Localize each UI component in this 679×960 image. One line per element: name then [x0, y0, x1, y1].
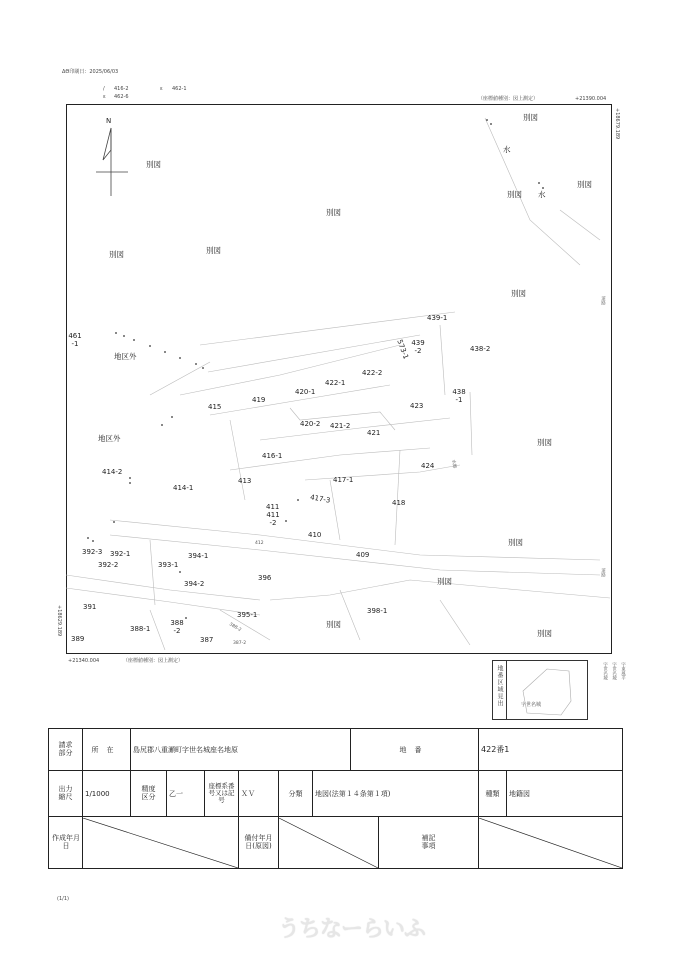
- created-value: [83, 817, 239, 869]
- parcel-number: 420-2: [300, 420, 321, 428]
- parcel-number: 573-1: [395, 338, 410, 361]
- betsuzu-label: 別図: [537, 438, 552, 447]
- parcel-number: 413: [238, 477, 252, 485]
- location-label: 所在: [83, 729, 131, 771]
- betsuzu-label: 別図: [109, 250, 124, 259]
- location-value: 島尻郡八重瀬町字世名城座名地原: [131, 729, 351, 771]
- parcel-number: 461 -1: [68, 332, 82, 348]
- chikugai-label: 地区外: [98, 434, 121, 443]
- area-index-sketch: [507, 661, 587, 719]
- remarks-value: [479, 817, 623, 869]
- area-index-box: [492, 660, 588, 720]
- date-value: [279, 817, 379, 869]
- parcel-number: 391: [83, 603, 97, 611]
- area-index-name: 字世名城: [521, 702, 542, 708]
- bottom-left-coord: +21340.004: [68, 658, 100, 664]
- accuracy-label: 精度区分: [131, 771, 167, 817]
- top-note: （座標値種別：図上測定）: [478, 96, 539, 102]
- legend-symbol: ε: [103, 94, 106, 100]
- parcel-number: 418: [392, 499, 406, 507]
- betsuzu-label: 別図: [523, 113, 538, 122]
- parcel-number: 393-1: [158, 561, 179, 569]
- chikugai-label: 地区外: [114, 352, 137, 361]
- chiban-label: 地番: [351, 729, 479, 771]
- left-coord: +18629.189: [56, 605, 62, 637]
- doro-label: 道路: [600, 568, 606, 577]
- betsuzu-label: 別図: [206, 246, 221, 255]
- betsuzu-label: 別図: [326, 208, 341, 217]
- parcel-number: 420-1: [295, 388, 316, 396]
- betsuzu-label: 別図: [326, 620, 341, 629]
- doro-label: 道路: [600, 296, 606, 305]
- bottom-note: （座標値種別：図上測定）: [123, 658, 184, 664]
- parcel-number: 394-1: [188, 552, 209, 560]
- parcel-number: 389: [71, 635, 85, 643]
- parcel-number: 417-3: [309, 493, 331, 505]
- betsuzu-label: 別図: [146, 160, 161, 169]
- parcel-number: 411: [266, 503, 280, 511]
- parcel-number: 388 -2: [170, 619, 184, 635]
- parcel-number: 419: [252, 396, 266, 404]
- area-side-line: 字東風平: [620, 662, 626, 680]
- parcel-number: 410: [308, 531, 322, 539]
- coord-label: 座標系番号又は記号: [205, 771, 239, 817]
- area-side-line: 字世名城: [611, 662, 617, 680]
- type-value: 地籍図: [507, 771, 623, 817]
- coord-value: ＸＶ: [239, 771, 279, 817]
- parcel-number: 396: [258, 574, 272, 582]
- parcel-number: 395-1: [237, 611, 258, 619]
- requester-label: 請求部分: [49, 729, 83, 771]
- north-label: N: [106, 117, 112, 125]
- parcel-number: 422-2: [362, 369, 383, 377]
- type-label: 種類: [479, 771, 507, 817]
- parcel-number: 388-2: [228, 622, 242, 634]
- print-date: ΔΘ印刷日：2025/06/03: [62, 69, 119, 75]
- parcel-number: 422-1: [325, 379, 346, 387]
- parcel-number: 438 -1: [452, 388, 466, 404]
- remarks-label: 補記事項: [379, 817, 479, 869]
- parcel-number: 423: [410, 402, 424, 410]
- legend-symbol: /: [103, 86, 105, 92]
- mizu-label: 水: [503, 145, 511, 154]
- category-value: 地図(法第１４条第１項): [313, 771, 479, 817]
- parcel-number: 398-1: [367, 607, 388, 615]
- legend-symbol: ε: [160, 86, 163, 92]
- betsuzu-label: 別図: [511, 289, 526, 298]
- created-label: 作成年月日: [49, 817, 83, 869]
- parcel-number: 414-1: [173, 484, 194, 492]
- parcel-number: 392-2: [98, 561, 119, 569]
- parcel-number: 421: [367, 429, 381, 437]
- parcel-number: 388-1: [130, 625, 151, 633]
- parcel-number: 392-1: [110, 550, 131, 558]
- parcel-number: 387: [200, 636, 214, 644]
- page-number: (1/1): [57, 896, 69, 902]
- parcel-number: 411 -2: [266, 511, 280, 527]
- legend-code: 462-1: [172, 86, 187, 92]
- betsuzu-label: 別図: [508, 538, 523, 547]
- accuracy-value: 乙一: [167, 771, 205, 817]
- parcel-number: 439 -2: [411, 339, 425, 355]
- parcel-number: 387-2: [233, 641, 247, 646]
- parcel-number: 409: [356, 551, 370, 559]
- top-coord: +21390.004: [575, 96, 607, 102]
- parcel-number: 415: [208, 403, 222, 411]
- mizu-label: 水: [538, 190, 546, 199]
- right-coord: +18679.189: [614, 108, 620, 140]
- betsuzu-label: 別図: [437, 577, 452, 586]
- legend-code: 416-2: [114, 86, 129, 92]
- parcel-number: 412: [255, 541, 264, 546]
- category-label: 分類: [279, 771, 313, 817]
- suiro-label: 水路: [449, 459, 457, 469]
- area-index-title: 地番区域見出: [496, 665, 503, 707]
- scale-label: 出力縮尺: [49, 771, 83, 817]
- betsuzu-label: 別図: [537, 629, 552, 638]
- parcel-number: 438-2: [470, 345, 491, 353]
- betsuzu-label: 別図: [507, 190, 522, 199]
- date-label: 備付年月日(原図): [239, 817, 279, 869]
- area-side-line: 字世名城: [602, 662, 608, 680]
- chiban-value: 422番1: [479, 729, 623, 771]
- parcel-number: 414-2: [102, 468, 123, 476]
- parcel-number: 421-2: [330, 422, 351, 430]
- betsuzu-label: 別図: [577, 180, 592, 189]
- site-logo-watermark: うちなーらいふ: [278, 917, 426, 942]
- parcel-number: 439-1: [427, 314, 448, 322]
- parcel-number: 417-1: [333, 476, 354, 484]
- scale-value: 1/1000: [83, 771, 131, 817]
- parcel-number: 416-1: [262, 452, 283, 460]
- legend-code: 462-6: [114, 94, 129, 100]
- parcel-number: 424: [421, 462, 435, 470]
- parcel-number: 394-2: [184, 580, 205, 588]
- info-table: [48, 728, 623, 869]
- parcel-number: 392-3: [82, 548, 103, 556]
